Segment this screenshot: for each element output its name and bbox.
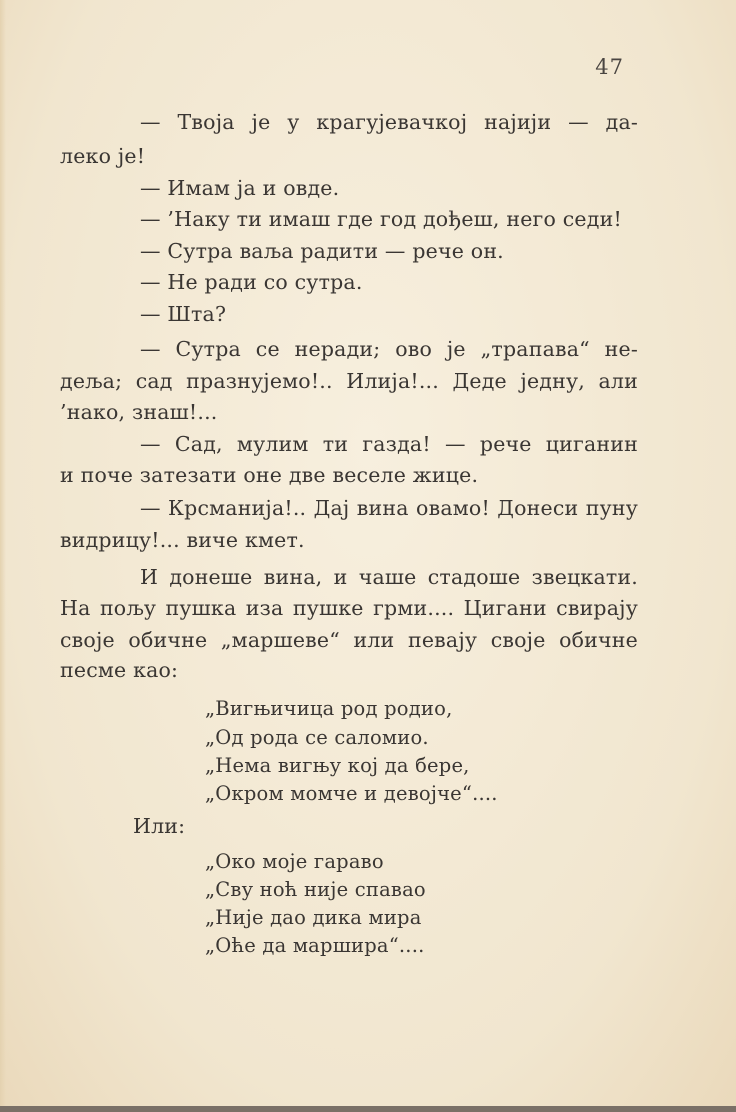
text-line: песме као: [60, 658, 179, 682]
text-line: своје обичне „маршеве“ или певају своје обичне [60, 628, 638, 652]
page-bottom-edge [0, 1106, 736, 1112]
text-line: — Крсманија!.. Дај вина овамо! Донеси пуну [140, 496, 638, 520]
text-line: — Не ради со сутра. [140, 270, 363, 294]
verse-line: „Око моје гараво [205, 850, 384, 873]
verse-line: „Нема вигњу кој да бере, [205, 754, 470, 777]
text-line: — Имам ја и овде. [140, 176, 340, 200]
text-line: деља; сад празнујемо!.. Илија!... Деде једну, али [60, 369, 638, 393]
text-line: — Сад, мулим ти газда! — рече циганин [140, 432, 638, 456]
text-line: леко је! [60, 144, 146, 168]
text-line: ’нако, знаш!... [60, 400, 218, 424]
text-line: — ’Наку ти имаш где год дођеш, него седи! [140, 207, 622, 231]
text-line: — Сутра ваља радити — рече он. [140, 239, 504, 263]
text-line: Или: [133, 814, 186, 838]
verse-line: „Оће да маршира“.... [205, 934, 425, 957]
verse-line: „Од рода се саломио. [205, 726, 429, 749]
text-line: И донеше вина, и чаше стадоше звецкати. [140, 565, 638, 589]
text-line: видрицу!... виче кмет. [60, 528, 305, 552]
text-line: На пољу пушка иза пушке грми.... Цигани свирају [60, 596, 638, 620]
page-number: 47 [595, 55, 624, 79]
text-line: — Твоја је у крагујевачкој најији — да- [140, 110, 638, 134]
verse-line: „Вигњичица род родио, [205, 697, 453, 720]
page-edge-shadow [0, 0, 6, 1112]
text-line: — Шта? [140, 302, 227, 326]
verse-line: „Није дао дика мира [205, 906, 422, 929]
verse-line: „Сву ноћ није спавао [205, 878, 426, 901]
verse-line: „Окром момче и девојче“.... [205, 782, 498, 805]
text-line: — Сутра се неради; ово је „трапава“ не- [140, 337, 638, 361]
text-line: и поче затезати оне две веселе жице. [60, 463, 479, 487]
